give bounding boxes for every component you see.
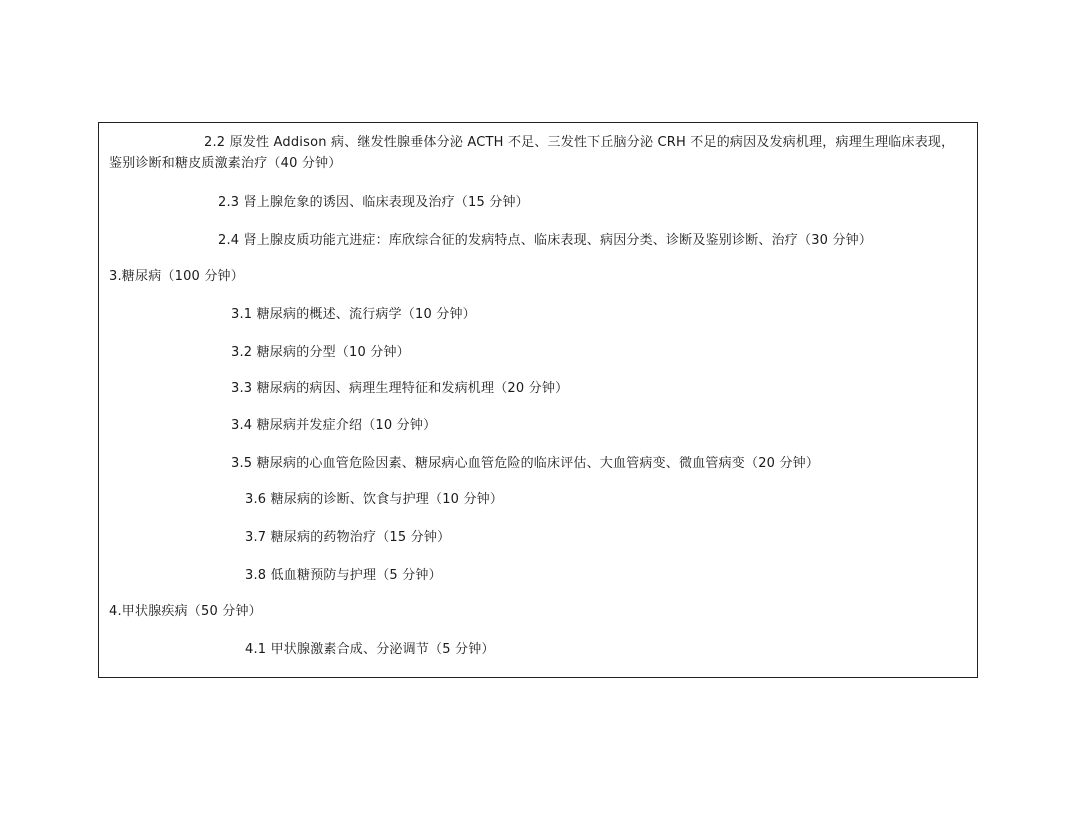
section-3-2-line: 3.2 糖尿病的分型（10 分钟） [231, 345, 410, 360]
content-table-cell [98, 122, 978, 678]
section-3-5-line: 3.5 糖尿病的心血管危险因素、糖尿病心血管危险的临床评估、大血管病变、微血管病变（20 分钟） [231, 456, 820, 471]
section-2-4-line: 2.4 肾上腺皮质功能亢进症：库欣综合征的发病特点、临床表现、病因分类、诊断及鉴别诊断、治疗（30 分钟） [218, 233, 873, 248]
section-3-6-line: 3.6 糖尿病的诊断、饮食与护理（10 分钟） [245, 492, 504, 507]
section-3-4-line: 3.4 糖尿病并发症介绍（10 分钟） [231, 418, 437, 433]
section-3-8-line: 3.8 低血糖预防与护理（5 分钟） [245, 568, 442, 583]
section-2-3-line: 2.3 肾上腺危象的诱因、临床表现及治疗（15 分钟） [218, 195, 529, 210]
section-2-2-line: 2.2 原发性 Addison 病、继发性腺垂体分泌 ACTH 不足、三发性下丘脑分泌 CRH 不足的病因及发病机理，病理生理临床表现，鉴别诊断和糖皮质激素治疗（40 分钟） [109, 135, 955, 171]
section-3-7-line: 3.7 糖尿病的药物治疗（15 分钟） [245, 530, 451, 545]
section-3-heading: 3.糖尿病（100 分钟） [109, 269, 244, 284]
section-3-3-line: 3.3 糖尿病的病因、病理生理特征和发病机理（20 分钟） [231, 381, 569, 396]
section-4-1-line: 4.1 甲状腺激素合成、分泌调节（5 分钟） [245, 642, 495, 657]
section-4-heading: 4.甲状腺疾病（50 分钟） [109, 604, 262, 619]
section-3-1-line: 3.1 糖尿病的概述、流行病学（10 分钟） [231, 307, 476, 322]
